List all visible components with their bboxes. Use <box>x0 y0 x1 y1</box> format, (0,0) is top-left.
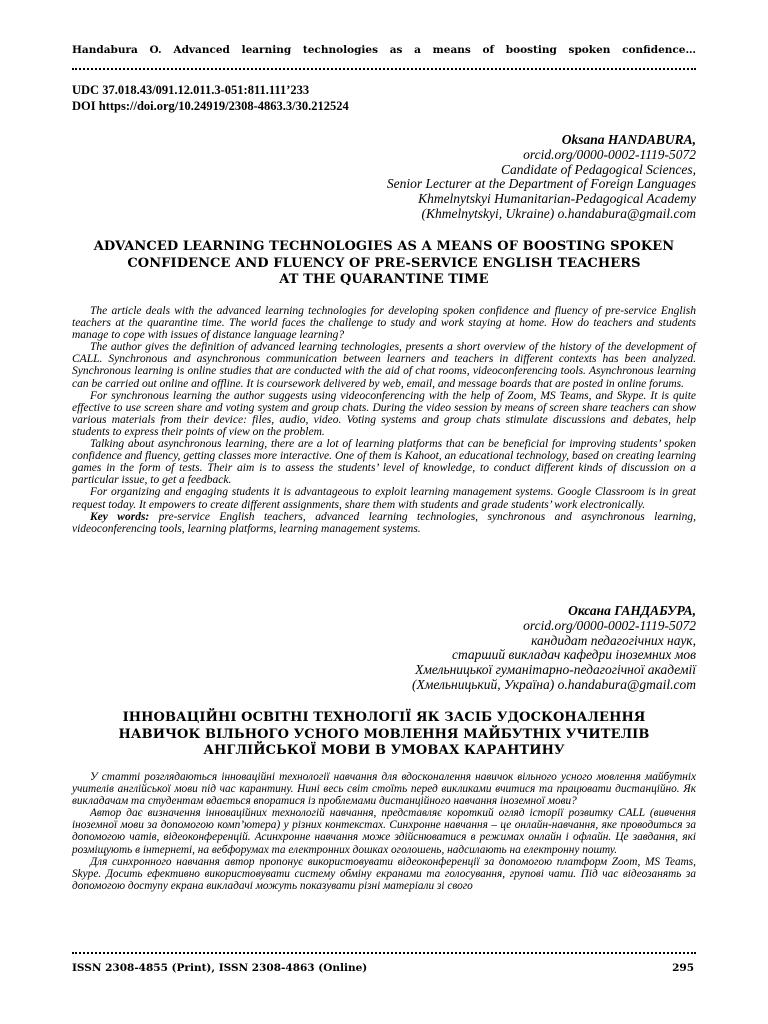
keywords-label: Key words: <box>90 510 150 523</box>
article-codes <box>72 82 349 114</box>
abstract-paragraph: The article deals with the advanced learning technologies for developing spoken confidence and fluency of pre-service English teachers at the quarantine time. The world faces the challenge to study and work staying at home. How do teachers and students manage to cope with issues of distance language learning? <box>72 305 696 342</box>
author-degree: Candidate of Pedagogical Sciences, <box>501 161 696 177</box>
abstract-paragraph: Talking about asynchronous learning, there are a lot of learning platforms that can be beneficial for improving students’ spoken confidence and fluency, getting classes more interactive. One of them is Kahoot, an educational technology, based on creating learning games in the form of tests. Their aim is to assess the students’ level of knowledge, to conduct different kinds of discussion on a particular issue, to get a feedback. <box>72 438 696 487</box>
abstract-paragraph: The author gives the definition of advanced learning technologies, presents a short overview of the history of the development of CALL. Synchronous and asynchronous communication between learners and teachers in different contexts has been analyzed. Synchronous learning is online studies that are conducted with the aid of chat rooms, videoconferencing tools. Asynchronous learning can be carried out online and offline. It is coursework delivered by web, email, and message boards that are posted in online forums. <box>72 341 696 390</box>
author-position: старший викладач кафедри іноземних мов <box>452 647 696 663</box>
abstract-paragraph: Для синхронного навчання автор пропонує використовувати відеоконференції за допомогою платформ Zoom, MS Teams, Skype. Досить ефективно використовувати систему обміну екранами та голосування, групові чати. Під час відеозанять за допомогою доступу екрана викладачі можуть показувати різні матеріали зі свого <box>72 855 696 892</box>
abstract-uk <box>72 771 696 892</box>
footer-divider <box>72 952 696 954</box>
author-location-email: (Хмельницький, Україна) o.handabura@gmail.com <box>412 676 696 692</box>
author-orcid[interactable]: orcid.org/0000-0002-1119-5072 <box>523 146 696 162</box>
abstract-en <box>72 305 696 535</box>
author-affiliation-uk <box>72 604 696 693</box>
author-institution: Khmelnytskyi Humanitarian-Pedagogical Academy <box>418 191 696 207</box>
title-line: CONFIDENCE AND FLUENCY OF PRE-SERVICE ENGLISH TEACHERS <box>127 255 641 271</box>
running-head: Handabura O. Advanced learning technologies as a means of boosting spoken confidence… <box>72 44 696 56</box>
page-footer <box>72 962 696 974</box>
keywords-paragraph <box>72 511 696 535</box>
author-name: Оксана ГАНДАБУРА, <box>568 603 696 618</box>
keywords-text: pre-service English teachers, advanced learning technologies, synchronous and asynchronous learning, videoconferencing tools, learning platforms, learning management systems. <box>72 510 696 535</box>
udc-code: UDC 37.018.43/091.12.011.3-051:811.111’233 <box>72 83 310 97</box>
page-number: 295 <box>672 962 694 974</box>
abstract-paragraph: For organizing and engaging students it is advantageous to exploit learning management systems. Google Classroom is in great request today. It empowers to create different assignments, share them with students and grade students’ work electronically. <box>72 486 696 511</box>
issn-line: ISSN 2308-4855 (Print), ISSN 2308-4863 (Online) <box>72 962 368 974</box>
title-line: АНГЛІЙСЬКОЇ МОВИ В УМОВАХ КАРАНТИНУ <box>203 743 565 758</box>
doi-link[interactable]: DOI https://doi.org/10.24919/2308-4863.3/30.212524 <box>72 99 349 113</box>
title-line: ADVANCED LEARNING TECHNOLOGIES AS A MEANS OF BOOSTING SPOKEN <box>93 239 675 254</box>
author-location-email: (Khmelnytskyi, Ukraine) o.handabura@gmail.com <box>421 205 696 221</box>
article-title-uk <box>72 710 696 760</box>
header-divider <box>72 68 696 70</box>
article-title-en <box>72 239 696 289</box>
title-line: ІННОВАЦІЙНІ ОСВІТНІ ТЕХНОЛОГІЇ ЯК ЗАСІБ УДОСКОНАЛЕННЯ <box>122 710 646 725</box>
author-orcid[interactable]: orcid.org/0000-0002-1119-5072 <box>523 617 696 633</box>
author-name: Oksana HANDABURA, <box>561 132 696 147</box>
title-line: НАВИЧОК ВІЛЬНОГО УСНОГО МОВЛЕННЯ МАЙБУТНІХ УЧИТЕЛІВ <box>118 726 650 742</box>
author-institution: Хмельницької гуманітарно-педагогічної академії <box>415 662 696 678</box>
title-line: AT THE QUARANTINE TIME <box>279 272 489 287</box>
abstract-paragraph: Автор дає визначення інноваційних технологій навчання, представляє короткий огляд історії розвитку CALL (вивчення іноземної мови за допомогою комп’ютера) у різних контекстах. Синхронне навчання – це онлайн-навчання, яке проводиться за допомогою чатів, відеоконференцій. Асинхронне навчання може здійснюватися в режимах онлайн і офлайн. Це завдання, які розміщують в інтернеті, на вебфорумах та електронних дошках оголошень, надсилають на електронну пошту. <box>72 807 696 856</box>
author-position: Senior Lecturer at the Department of Foreign Languages <box>386 176 696 192</box>
author-degree: кандидат педагогічних наук, <box>531 632 696 648</box>
author-affiliation-en <box>72 133 696 222</box>
abstract-paragraph: For synchronous learning the author suggests using videoconferencing with the help of Zoom, MS Teams, and Skype. It is quite effective to use screen share and voting system and group chats. During the video session by means of screen share teachers can show various materials from their device: files, audio, video. Voting systems and group chats stimulate discussions and debates, help students to express their points of view on the problem. <box>72 389 696 438</box>
abstract-paragraph: У статті розглядаються інноваційні технології навчання для вдосконалення навичок вільного усного мовлення майбутніх учителів англійської мови під час карантину. Нині весь світ стоїть перед викликами вчитися та працювати дистанційно. Як викладачам та студентам вдається впоратися із проблемами дистанційного навчання іноземної мови? <box>72 771 696 808</box>
